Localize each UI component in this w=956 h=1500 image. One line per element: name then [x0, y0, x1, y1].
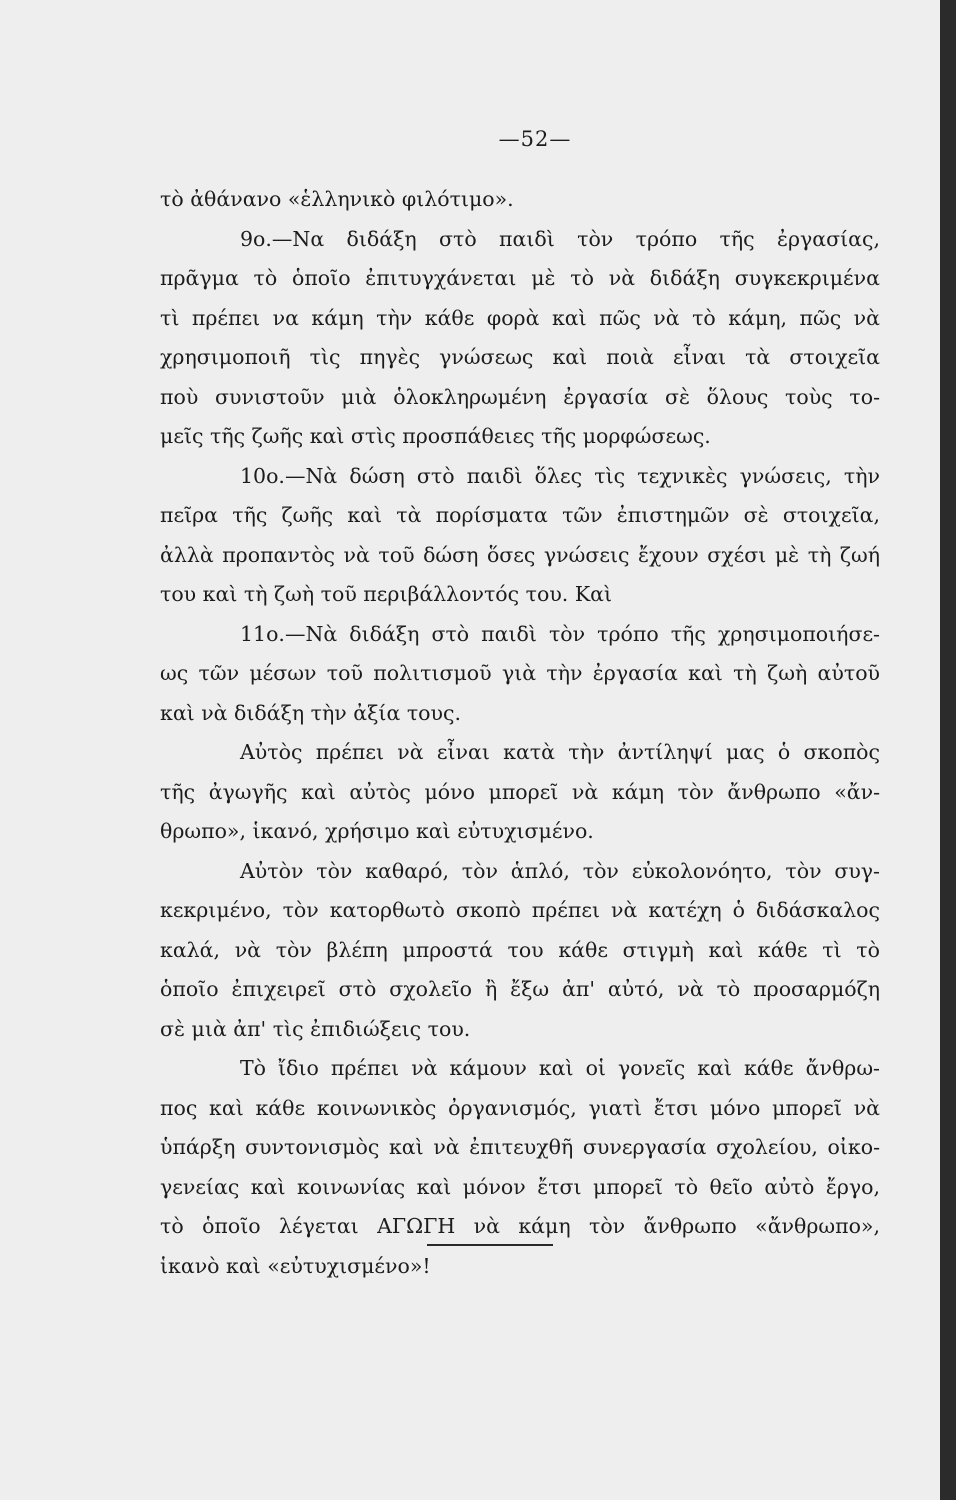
text-line: γενείας καὶ κοινωνίας καὶ μόνον ἔτσι μπορεῖ τὸ θεῖο αὐτὸ ἔργο,	[160, 1174, 880, 1199]
text-line: Αὐτὸς πρέπει νὰ εἶναι κατὰ τὴν ἀντίληψί μας ὁ σκοπὸς	[240, 740, 880, 764]
text-line: ως τῶν μέσων τοῦ πολιτισμοῦ γιὰ τὴν ἐργασία καὶ τὴ ζωὴ αὐτοῦ	[160, 661, 880, 685]
text-line: πρᾶγμα τὸ ὁποῖο ἐπιτυγχάνεται μὲ τὸ νὰ διδάξη συγκεκριμένα	[160, 266, 880, 290]
text-line: κεκριμένο, τὸν κατορθωτὸ σκοπὸ πρέπει νὰ κατέχη ὁ διδάσκαλος	[160, 898, 880, 922]
text-line: πος καὶ κάθε κοινωνικὸς ὀργανισμός, γιατὶ ἔτσι μόνο μπορεῖ νὰ	[160, 1095, 880, 1120]
text-line: ποὺ συνιστοῦν μιὰ ὁλοκληρωμένη ἐργασία σὲ ὅλους τοὺς το-	[160, 384, 880, 409]
text-line: σὲ μιὰ ἀπ' τὶς ἐπιδιώξεις του.	[160, 1016, 471, 1041]
text-line: ἀλλὰ προπαντὸς νὰ τοῦ δώση ὅσες γνώσεις ἔχουν σχέσι μὲ τὴ ζωή	[160, 542, 880, 567]
page-number: —52—	[498, 127, 572, 151]
text-line: τὸ ὁποῖο λέγεται ΑΓΩΓΗ νὰ κάμη τὸν ἄνθρωπο «ἄνθρωπο»,	[160, 1214, 880, 1238]
text-line: τῆς ἀγωγῆς καὶ αὐτὸς μόνο μπορεῖ νὰ κάμη τὸν ἄνθρωπο «ἄν-	[160, 779, 880, 804]
page-edge-shadow	[940, 0, 956, 1500]
text-line: τὶ πρέπει να κάμη τὴν κάθε φορὰ καὶ πῶς νὰ τὸ κάμη, πῶς νὰ	[160, 305, 880, 330]
text-line: Τὸ ἴδιο πρέπει νὰ κάμουν καὶ οἱ γονεῖς καὶ κάθε ἄνθρω-	[240, 1056, 880, 1080]
text-line: μεῖς τῆς ζωῆς καὶ στὶς προσπάθειες τῆς μορφώσεως.	[160, 424, 711, 448]
text-line: ἱκανὸ καὶ «εὐτυχισμένο»!	[160, 1253, 431, 1278]
text-line: χρησιμοποιῆ τὶς πηγὲς γνώσεως καὶ ποιὰ εἶναι τὰ στοιχεῖα	[160, 345, 880, 369]
text-line: του καὶ τὴ ζωὴ τοῦ περιβάλλοντός του. Καὶ	[160, 582, 613, 606]
text-line: τὸ ἀθάνανο «ἑλληνικὸ φιλότιμο».	[160, 187, 514, 211]
text-line: καὶ νὰ διδάξη τὴν ἀξία τους.	[160, 700, 461, 725]
text-line: 11ο.—Νὰ διδάξη στὸ παιδὶ τὸν τρόπο τῆς χρησιμοποιήσε-	[240, 621, 880, 646]
text-line: θρωπο», ἱκανό, χρήσιμο καὶ εὐτυχισμένο.	[160, 819, 594, 843]
text-line: πεῖρα τῆς ζωῆς καὶ τὰ πορίσματα τῶν ἐπιστημῶν σὲ στοιχεῖα,	[160, 503, 880, 527]
closing-rule	[427, 1244, 553, 1246]
text-line: ὁποῖο ἐπιχειρεῖ στὸ σχολεῖο ἢ ἔξω ἀπ' αὐτό, νὰ τὸ προσαρμόζη	[160, 977, 880, 1001]
body-text	[160, 180, 880, 1286]
text-line: 10ο.—Νὰ δώση στὸ παιδὶ ὅλες τὶς τεχνικὲς γνώσεις, τὴν	[240, 463, 880, 488]
text-line: Αὐτὸν τὸν καθαρό, τὸν ἁπλό, τὸν εὐκολονόητο, τὸν συγ-	[240, 858, 880, 883]
text-line: 9ο.—Να διδάξη στὸ παιδὶ τὸν τρόπο τῆς ἐργασίας,	[240, 226, 880, 251]
text-line: καλά, νὰ τὸν βλέπη μπροστά του κάθε στιγμὴ καὶ κάθε τὶ τὸ	[160, 937, 880, 962]
text-line: ὑπάρξη συντονισμὸς καὶ νὰ ἐπιτευχθῆ συνεργασία σχολείου, οἰκο-	[160, 1135, 880, 1159]
